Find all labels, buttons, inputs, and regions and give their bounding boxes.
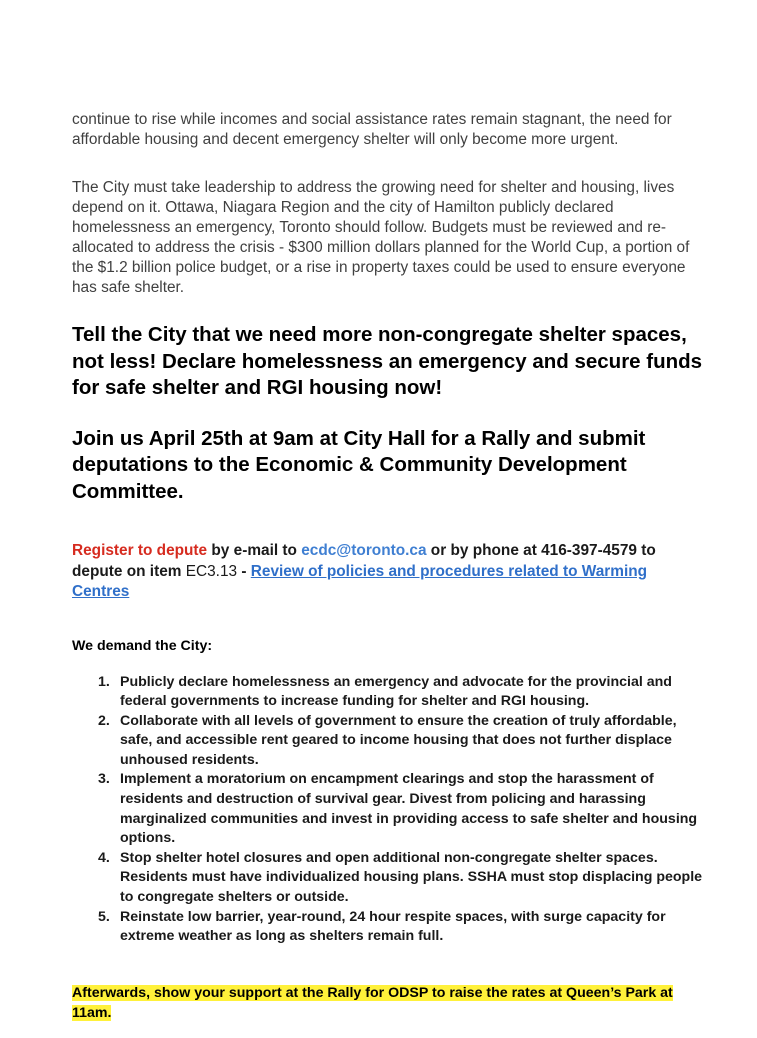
demand-item: [72, 908, 707, 947]
document-page: [72, 110, 707, 1038]
demand-item: [72, 770, 707, 848]
demands-list: [72, 673, 707, 947]
demands-title: We demand the City:: [72, 637, 213, 654]
demand-number: 4.: [98, 849, 110, 866]
register-dash: -: [237, 562, 251, 580]
call-to-action-headline: Tell the City that we need more non-congregate shelter spaces, not less! Declare homelessness an emergency and secure funds for safe shelter and RGI housing now!: [72, 323, 703, 399]
demand-number: 2.: [98, 712, 110, 729]
demand-number: 1.: [98, 673, 110, 690]
email-link[interactable]: ecdc@toronto.ca: [301, 542, 427, 559]
demand-item: [72, 712, 707, 771]
register-paragraph: [72, 541, 707, 603]
demand-text: Implement a moratorium on encampment clearings and stop the harassment of residents and destruction of survival gear. Divest from policing and harassing marginalized communities and invest in providing access to safe shelter and housing options.: [120, 771, 698, 847]
demand-number: 3.: [98, 771, 110, 788]
demand-text: Collaborate with all levels of government to ensure the creation of truly affordable, safe, and accessible rent geared to income housing that does not further displace unhoused residents.: [120, 712, 677, 768]
demand-item: [72, 673, 707, 712]
register-by-email: by e-mail to: [207, 542, 302, 559]
intro-paragraph-1: continue to rise while incomes and social assistance rates remain stagnant, the need for affordable housing and decent emergency shelter will only become more urgent.: [72, 111, 672, 148]
demand-text: Stop shelter hotel closures and open additional non-congregate shelter spaces. Residents must have individualized housing plans. SSHA must stop displacing people to congregate shelters or outside.: [120, 849, 703, 906]
warming-centres-review-link[interactable]: Review of policies and procedures related to Warming Centres: [72, 562, 648, 600]
rally-headline: Join us April 25th at 9am at City Hall for a Rally and submit deputations to the Economic & Community Development Committee.: [72, 426, 646, 503]
demand-text: Reinstate low barrier, year-round, 24 hour respite spaces, with surge capacity for extreme weather as long as shelters remain full.: [120, 908, 666, 945]
afterwards-highlight: Afterwards, show your support at the Rally for ODSP to raise the rates at Queen’s Park at 11am.: [72, 984, 673, 1022]
afterwards-note: [72, 983, 707, 1024]
demand-item: [72, 849, 707, 908]
agenda-item-code: EC3.13: [185, 562, 238, 580]
register-by-phone: or by phone at 416-397-4579 to depute on item: [72, 542, 656, 580]
demand-number: 5.: [98, 908, 110, 925]
intro-paragraph-2: The City must take leadership to address the growing need for shelter and housing, lives depend on it. Ottawa, Niagara Region and the city of Hamilton publicly declared homelessness an emergency, Toronto should follow. Budgets must be reviewed and re-allocated to address the crisis - $300 million dollars planned for the World Cup, a portion of the $1.2 billion police budget, or a rise in property taxes could be used to ensure everyone has safe shelter.: [72, 179, 690, 296]
register-label: Register to depute: [72, 542, 208, 559]
demand-text: Publicly declare homelessness an emergency and advocate for the provincial and federal governments to increase funding for shelter and RGI housing.: [120, 673, 672, 710]
